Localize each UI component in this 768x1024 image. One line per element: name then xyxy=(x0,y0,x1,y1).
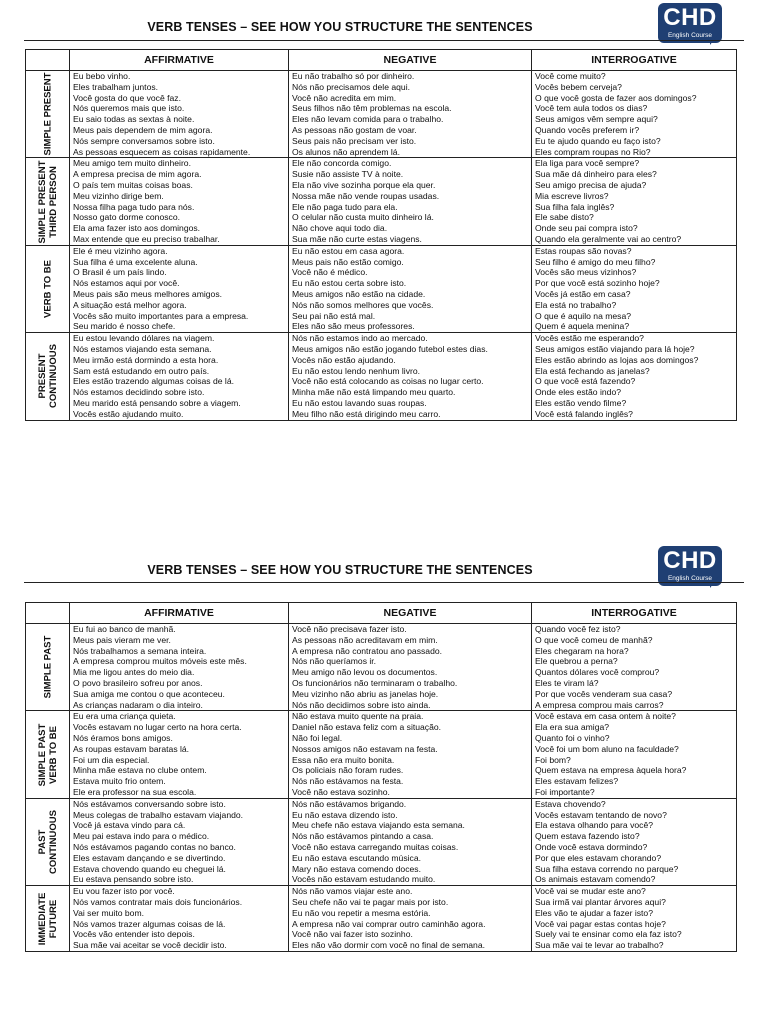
negative-sentence: Você não precisava fazer isto. xyxy=(292,624,407,634)
sheet-title: VERB TENSES – SEE HOW YOU STRUCTURE THE SENTENCES xyxy=(147,563,533,577)
tense-row xyxy=(26,711,737,798)
interrogative-sentence: O que você está fazendo? xyxy=(535,376,636,387)
chd-logo xyxy=(658,546,724,590)
negative-cell xyxy=(289,624,532,711)
negative-sentence: Eu não trabalho só por dinheiro. xyxy=(292,71,415,81)
title-rule xyxy=(24,582,744,583)
negative-cell xyxy=(289,798,532,885)
header-affirmative: AFFIRMATIVE xyxy=(70,603,289,624)
affirmative-sentence: Meu irmão está dormindo a esta hora. xyxy=(73,354,219,365)
tense-label-line: IMMEDIATE xyxy=(36,892,48,945)
negative-sentence: Nós não estávamos brigando. xyxy=(292,798,407,809)
tense-label-cell xyxy=(26,71,70,158)
tense-row xyxy=(26,886,737,952)
affirmative-sentence: Estava chovendo quando eu cheguei lá. xyxy=(73,863,226,874)
tense-label-cell xyxy=(26,245,70,332)
affirmative-cell xyxy=(70,886,289,952)
negative-sentence: Você não acredita em mim. xyxy=(292,92,397,103)
tense-label-cell xyxy=(26,886,70,952)
interrogative-sentence: Quem estava na empresa àquela hora? xyxy=(535,765,687,776)
affirmative-sentence: Ele é meu vizinho agora. xyxy=(73,245,168,256)
negative-sentence: Seu chefe não vai te pagar mais por isto. xyxy=(292,896,449,907)
affirmative-sentence: Sua mãe vai aceitar se você decidir isto. xyxy=(73,940,227,951)
interrogative-sentence: Você foi um bom aluno na faculdade? xyxy=(535,743,679,754)
affirmative-cell xyxy=(70,158,289,245)
interrogative-cell xyxy=(532,886,737,952)
affirmative-sentence: Nossa filha paga tudo para nós. xyxy=(73,201,195,212)
affirmative-sentence: Nós estamos viajando esta semana. xyxy=(73,343,212,354)
tense-label-line: CONTINUOUS xyxy=(47,810,59,874)
interrogative-cell xyxy=(532,624,737,711)
affirmative-sentence: Sua filha é uma excelente aluna. xyxy=(73,256,198,267)
interrogative-sentence: Sua mãe vai te levar ao trabalho? xyxy=(535,940,664,951)
tense-row xyxy=(26,798,737,885)
negative-sentence: Você não estava carregando muitas coisas. xyxy=(292,841,459,852)
affirmative-sentence: Meu amigo tem muito dinheiro. xyxy=(73,158,191,169)
negative-sentence: As pessoas não gostam de voar. xyxy=(292,124,417,135)
negative-sentence: Nós não estamos indo ao mercado. xyxy=(292,333,428,344)
tense-label-line: SIMPLE PAST xyxy=(36,723,48,786)
interrogative-sentence: Seus amigos vêm sempre aqui? xyxy=(535,114,658,125)
affirmative-cell xyxy=(70,333,289,420)
interrogative-sentence: Você está falando inglês? xyxy=(535,408,633,419)
logo-name: CHD xyxy=(663,547,717,574)
interrogative-sentence: Quantos dólares você comprou? xyxy=(535,667,660,678)
interrogative-sentence: Quando ela geralmente vai ao centro? xyxy=(535,233,682,244)
header-interrogative: INTERROGATIVE xyxy=(532,50,737,71)
tense-label-cell xyxy=(26,798,70,885)
negative-sentence: Eles não são meus professores. xyxy=(292,321,415,332)
header-affirmative: AFFIRMATIVE xyxy=(70,50,289,71)
negative-sentence: Daniel não estava feliz com a situação. xyxy=(292,722,442,733)
affirmative-sentence: Max entende que eu preciso trabalhar. xyxy=(73,233,220,244)
tense-label-line: PRESENT xyxy=(36,353,48,399)
interrogative-sentence: Onde você estava dormindo? xyxy=(535,841,648,852)
negative-sentence: Susie não assiste TV à noite. xyxy=(292,169,404,180)
interrogative-sentence: Você estava em casa ontem à noite? xyxy=(535,711,676,722)
interrogative-sentence: Foi importante? xyxy=(535,786,595,797)
affirmative-sentence: O Brasil é um país lindo. xyxy=(73,267,167,278)
interrogative-sentence: Ela liga para você sempre? xyxy=(535,158,640,169)
interrogative-sentence: Estas roupas são novas? xyxy=(535,245,632,256)
affirmative-sentence: Eu estou levando dólares na viagem. xyxy=(73,333,215,344)
affirmative-sentence: A situação está melhor agora. xyxy=(73,299,187,310)
negative-sentence: Meus amigos não estão jogando futebol estes dias. xyxy=(292,343,488,354)
negative-cell xyxy=(289,886,532,952)
negative-sentence: A empresa não contratou ano passado. xyxy=(292,645,443,656)
affirmative-sentence: O país tem muitas coisas boas. xyxy=(73,179,193,190)
negative-sentence: Nossos amigos não estavam na festa. xyxy=(292,743,438,754)
negative-sentence: Ela não vive sozinha porque ela quer. xyxy=(292,179,436,190)
tense-label-line: VERB TO BE xyxy=(47,725,59,784)
tense-row xyxy=(26,333,737,420)
interrogative-cell xyxy=(532,711,737,798)
affirmative-sentence: Nós queremos mais que isto. xyxy=(73,103,185,114)
interrogative-sentence: Vocês são meus vizinhos? xyxy=(535,267,637,278)
negative-sentence: Meu chefe não estava viajando esta semana. xyxy=(292,820,465,831)
affirmative-sentence: Sua amiga me contou o que aconteceu. xyxy=(73,688,225,699)
affirmative-sentence: Nós estamos decidindo sobre isto. xyxy=(73,387,205,398)
negative-sentence: Os alunos não aprendem lá. xyxy=(292,146,400,157)
negative-sentence: Você não é médico. xyxy=(292,267,368,278)
affirmative-cell xyxy=(70,245,289,332)
tense-label xyxy=(37,892,59,945)
interrogative-cell xyxy=(532,245,737,332)
affirmative-sentence: Estava muito frio ontem. xyxy=(73,776,166,787)
negative-sentence: Ele não concorda comigo. xyxy=(292,158,392,169)
affirmative-sentence: Eu era uma criança quieta. xyxy=(73,711,176,722)
tense-label-line: CONTINUOUS xyxy=(47,344,59,409)
negative-sentence: Você não está colocando as coisas no lugar certo. xyxy=(292,376,484,387)
interrogative-sentence: Vocês já estão em casa? xyxy=(535,288,631,299)
interrogative-sentence: Por que você está sozinho hoje? xyxy=(535,278,660,289)
negative-sentence: Nós não estávamos pintando a casa. xyxy=(292,831,434,842)
negative-sentence: Eles não levam comida para o trabalho. xyxy=(292,114,444,125)
affirmative-cell xyxy=(70,71,289,158)
interrogative-cell xyxy=(532,333,737,420)
negative-sentence: Os funcionários não terminaram o trabalho. xyxy=(292,677,458,688)
negative-sentence: Nós não vamos viajar este ano. xyxy=(292,886,413,897)
tense-label-line: PAST xyxy=(36,829,48,855)
affirmative-sentence: Meus pais vieram me ver. xyxy=(73,634,171,645)
affirmative-sentence: Vocês estavam no lugar certo na hora certa. xyxy=(73,722,242,733)
interrogative-sentence: Por que eles estavam chorando? xyxy=(535,852,662,863)
tense-row xyxy=(26,624,737,711)
negative-sentence: Eu não estava escutando música. xyxy=(292,852,421,863)
affirmative-sentence: Vocês vão entender isto depois. xyxy=(73,929,195,940)
affirmative-sentence: As roupas estavam baratas lá. xyxy=(73,743,190,754)
negative-sentence: Mary não estava comendo doces. xyxy=(292,863,421,874)
affirmative-sentence: Eu bebo vinho. xyxy=(73,71,131,81)
negative-sentence: Eu não estou em casa agora. xyxy=(292,245,405,256)
affirmative-sentence: A empresa comprou muitos móveis este mês. xyxy=(73,656,247,667)
header-interrogative: INTERROGATIVE xyxy=(532,603,737,624)
negative-sentence: Os policiais não foram rudes. xyxy=(292,765,404,776)
interrogative-sentence: Você vai pagar estas contas hoje? xyxy=(535,918,666,929)
affirmative-sentence: Foi um dia especial. xyxy=(73,754,150,765)
tense-label xyxy=(42,636,53,699)
interrogative-sentence: Quem estava fazendo isto? xyxy=(535,831,640,842)
negative-sentence: Ele não paga tudo para ela. xyxy=(292,201,398,212)
interrogative-sentence: Foi bom? xyxy=(535,754,571,765)
affirmative-sentence: Minha mãe estava no clube ontem. xyxy=(73,765,207,776)
interrogative-sentence: Vocês estão me esperando? xyxy=(535,333,644,344)
negative-sentence: Sua mãe não curte estas viagens. xyxy=(292,233,422,244)
affirmative-sentence: Você gosta do que você faz. xyxy=(73,92,181,103)
affirmative-sentence: Eu fui ao banco de manhã. xyxy=(73,624,176,634)
negative-sentence: A empresa não vai comprar outro caminhão agora. xyxy=(292,918,486,929)
negative-cell xyxy=(289,333,532,420)
affirmative-sentence: Meu pai estava indo para o médico. xyxy=(73,831,210,842)
interrogative-sentence: Por que vocês venderam sua casa? xyxy=(535,688,673,699)
header-blank xyxy=(26,603,70,624)
interrogative-sentence: Você vai se mudar este ano? xyxy=(535,886,646,897)
interrogative-sentence: Você come muito? xyxy=(535,71,606,81)
negative-sentence: Meu filho não está dirigindo meu carro. xyxy=(292,408,441,419)
interrogative-sentence: Ela estava olhando para você? xyxy=(535,820,654,831)
interrogative-sentence: Suely vai te ensinar como ela faz isto? xyxy=(535,929,682,940)
interrogative-sentence: Quem é aquela menina? xyxy=(535,321,630,332)
verb-tense-table-2 xyxy=(25,602,737,952)
affirmative-cell xyxy=(70,798,289,885)
logo-name: CHD xyxy=(663,4,717,31)
tense-label xyxy=(37,344,59,408)
interrogative-sentence: Ele sabe disto? xyxy=(535,212,594,223)
negative-sentence: Eu não estou lavando suas roupas. xyxy=(292,397,427,408)
negative-sentence: Nós não somos melhores que vocês. xyxy=(292,299,434,310)
negative-sentence: Você não vai fazer isto sozinho. xyxy=(292,929,413,940)
negative-sentence: Nós não estávamos na festa. xyxy=(292,776,404,787)
header-negative: NEGATIVE xyxy=(289,603,532,624)
affirmative-sentence: Meus colegas de trabalho estavam viajando. xyxy=(73,809,244,820)
negative-sentence: Nós não decidimos sobre isto ainda. xyxy=(292,699,431,710)
affirmative-sentence: Meus pais são meus melhores amigos. xyxy=(73,288,223,299)
affirmative-sentence: Nós estávamos pagando contas no banco. xyxy=(73,841,236,852)
negative-sentence: Vocês não estavam estudando muito. xyxy=(292,874,436,885)
affirmative-sentence: Vocês são muito importantes para a empresa. xyxy=(73,310,249,321)
interrogative-sentence: Ela está fechando as janelas? xyxy=(535,365,650,376)
negative-sentence: Não chove aqui todo dia. xyxy=(292,223,388,234)
negative-sentence: Seu pai não está mal. xyxy=(292,310,376,321)
negative-sentence: Meus pais não estão comigo. xyxy=(292,256,404,267)
interrogative-sentence: Você tem aula todos os dias? xyxy=(535,103,648,114)
header-negative: NEGATIVE xyxy=(289,50,532,71)
affirmative-sentence: Mia me ligou antes do meio dia. xyxy=(73,667,195,678)
affirmative-sentence: Nós estamos aqui por você. xyxy=(73,278,180,289)
tense-label-line: SIMPLE PRESENT xyxy=(42,72,53,156)
interrogative-sentence: Vocês bebem cerveja? xyxy=(535,81,622,92)
affirmative-cell xyxy=(70,624,289,711)
tense-label-cell xyxy=(26,711,70,798)
negative-sentence: Meu amigo não levou os documentos. xyxy=(292,667,438,678)
negative-sentence: Nossa mãe não vende roupas usadas. xyxy=(292,190,440,201)
interrogative-sentence: Ele quebrou a perna? xyxy=(535,656,618,667)
negative-sentence: Não foi legal. xyxy=(292,732,343,743)
logo-subtitle: English Course xyxy=(667,575,713,582)
negative-sentence: Eles não vão dormir com você no final de semana. xyxy=(292,940,485,951)
interrogative-sentence: Eles estão abrindo as lojas aos domingos? xyxy=(535,354,699,365)
tense-label-line: SIMPLE PRESENT xyxy=(36,160,48,243)
interrogative-sentence: Mia escreve livros? xyxy=(535,190,609,201)
affirmative-sentence: Seu marido é nosso chefe. xyxy=(73,321,176,332)
tense-label xyxy=(42,260,53,318)
affirmative-sentence: Nós vamos trazer algumas coisas de lá. xyxy=(73,918,226,929)
affirmative-cell xyxy=(70,711,289,798)
negative-sentence: Nós não queríamos ir. xyxy=(292,656,377,667)
negative-cell xyxy=(289,158,532,245)
interrogative-sentence: Sua irmã vai plantar árvores aqui? xyxy=(535,896,666,907)
interrogative-sentence: O que você comeu de manhã? xyxy=(535,634,653,645)
tense-label xyxy=(37,810,59,874)
interrogative-cell xyxy=(532,71,737,158)
interrogative-sentence: Onde seu pai compra isto? xyxy=(535,223,638,234)
affirmative-sentence: Nós éramos bons amigos. xyxy=(73,732,173,743)
tense-label-line: THIRD PERSON xyxy=(47,165,59,238)
tense-label xyxy=(42,73,53,156)
interrogative-sentence: Eles vão te ajudar a fazer isto? xyxy=(535,907,653,918)
affirmative-sentence: Nosso gato dorme conosco. xyxy=(73,212,181,223)
interrogative-sentence: Quando você fez isto? xyxy=(535,624,621,634)
affirmative-sentence: Eles estavam dançando e se divertindo. xyxy=(73,852,226,863)
logo-subtitle: English Course xyxy=(667,32,713,39)
interrogative-sentence: Eles te viram lá? xyxy=(535,677,599,688)
tense-label-line: FUTURE xyxy=(47,899,59,938)
title-rule xyxy=(24,40,744,41)
verb-tense-table-1 xyxy=(25,49,737,421)
affirmative-sentence: Vocês estão ajudando muito. xyxy=(73,408,184,419)
affirmative-sentence: Nós trabalhamos a semana inteira. xyxy=(73,645,207,656)
affirmative-sentence: As crianças nadaram o dia inteiro. xyxy=(73,699,203,710)
interrogative-sentence: Sua mãe dá dinheiro para eles? xyxy=(535,169,657,180)
negative-cell xyxy=(289,245,532,332)
affirmative-sentence: Nós sempre conversamos sobre isto. xyxy=(73,135,215,146)
header-blank xyxy=(26,50,70,71)
negative-sentence: Essa não era muito bonita. xyxy=(292,754,395,765)
negative-sentence: Eu não estou lendo nenhum livro. xyxy=(292,365,421,376)
negative-sentence: Minha mãe não está limpando meu quarto. xyxy=(292,387,456,398)
negative-sentence: Eu não estava dizendo isto. xyxy=(292,809,398,820)
tense-label-cell xyxy=(26,624,70,711)
affirmative-sentence: Você já estava vindo para cá. xyxy=(73,820,186,831)
tense-label-line: VERB TO BE xyxy=(42,259,53,318)
affirmative-sentence: Vai ser muito bom. xyxy=(73,907,145,918)
header-row xyxy=(26,603,737,624)
affirmative-sentence: Meus pais dependem de mim agora. xyxy=(73,124,213,135)
interrogative-sentence: Eles estão vendo filme? xyxy=(535,397,627,408)
interrogative-sentence: Eles estavam felizes? xyxy=(535,776,619,787)
affirmative-sentence: Ela ama fazer isto aos domingos. xyxy=(73,223,201,234)
interrogative-sentence: Sua filha estava correndo no parque? xyxy=(535,863,679,874)
interrogative-sentence: Seus amigos estão viajando para lá hoje? xyxy=(535,343,695,354)
affirmative-sentence: Nós vamos contratar mais dois funcionários. xyxy=(73,896,243,907)
interrogative-sentence: O que é aquilo na mesa? xyxy=(535,310,632,321)
interrogative-sentence: Estava chovendo? xyxy=(535,798,606,809)
negative-sentence: Eu não vou repetir a mesma estória. xyxy=(292,907,431,918)
affirmative-sentence: As pessoas esquecem as coisas rapidamente. xyxy=(73,146,251,157)
interrogative-sentence: Os animais estavam comendo? xyxy=(535,874,656,885)
interrogative-sentence: O que você gosta de fazer aos domingos? xyxy=(535,92,697,103)
negative-sentence: Não estava muito quente na praia. xyxy=(292,711,424,722)
tense-row xyxy=(26,158,737,245)
interrogative-sentence: Vocês estavam tentando de novo? xyxy=(535,809,667,820)
interrogative-sentence: Eles chegaram na hora? xyxy=(535,645,629,656)
interrogative-cell xyxy=(532,798,737,885)
interrogative-sentence: Seu filho é amigo do meu filho? xyxy=(535,256,656,267)
negative-cell xyxy=(289,711,532,798)
tense-label-cell xyxy=(26,158,70,245)
negative-sentence: Eu não estou certa sobre isto. xyxy=(292,278,407,289)
affirmative-sentence: A empresa precisa de mim agora. xyxy=(73,169,202,180)
negative-cell xyxy=(289,71,532,158)
interrogative-sentence: Seu amigo precisa de ajuda? xyxy=(535,179,647,190)
affirmative-sentence: Eu saio todas as sextas à noite. xyxy=(73,114,195,125)
affirmative-sentence: Ele era professor na sua escola. xyxy=(73,786,197,797)
negative-sentence: Meus amigos não estão na cidade. xyxy=(292,288,426,299)
affirmative-sentence: Eu vou fazer isto por você. xyxy=(73,886,175,897)
negative-sentence: As pessoas não acreditavam em mim. xyxy=(292,634,438,645)
negative-sentence: Nós não precisamos dele aqui. xyxy=(292,81,410,92)
affirmative-sentence: Eles estão trazendo algumas coisas de lá. xyxy=(73,376,234,387)
interrogative-sentence: Eu te ajudo quando eu faço isto? xyxy=(535,135,661,146)
tense-row xyxy=(26,245,737,332)
interrogative-sentence: Ela era sua amiga? xyxy=(535,722,610,733)
affirmative-sentence: Nós estávamos conversando sobre isto. xyxy=(73,798,226,809)
negative-sentence: Seus filhos não têm problemas na escola. xyxy=(292,103,452,114)
negative-sentence: O celular não custa muito dinheiro lá. xyxy=(292,212,434,223)
interrogative-sentence: Onde eles estão indo? xyxy=(535,387,622,398)
negative-sentence: Você não estava sozinho. xyxy=(292,786,390,797)
interrogative-sentence: Quanto foi o vinho? xyxy=(535,732,610,743)
interrogative-sentence: Eles compram roupas no Rio? xyxy=(535,146,651,157)
negative-sentence: Seus pais não precisam ver isto. xyxy=(292,135,417,146)
negative-sentence: Vocês não estão ajudando. xyxy=(292,354,396,365)
interrogative-cell xyxy=(532,158,737,245)
affirmative-sentence: Eu estava pensando sobre isto. xyxy=(73,874,194,885)
tense-label xyxy=(37,160,59,243)
header-row xyxy=(26,50,737,71)
affirmative-sentence: Meu marido está pensando sobre a viagem. xyxy=(73,397,241,408)
affirmative-sentence: Meu vizinho dirige bem. xyxy=(73,190,164,201)
negative-sentence: Meu vizinho não abriu as janelas hoje. xyxy=(292,688,439,699)
interrogative-sentence: Quando vocês preferem ir? xyxy=(535,124,640,135)
affirmative-sentence: Eles trabalham juntos. xyxy=(73,81,159,92)
tense-label-cell xyxy=(26,333,70,420)
sheet-title: VERB TENSES – SEE HOW YOU STRUCTURE THE SENTENCES xyxy=(147,20,533,34)
tense-label xyxy=(37,723,59,786)
tense-label-line: SIMPLE PAST xyxy=(42,635,53,699)
affirmative-sentence: O povo brasileiro sofreu por anos. xyxy=(73,677,203,688)
interrogative-sentence: A empresa comprou mais carros? xyxy=(535,699,664,710)
tense-row xyxy=(26,71,737,158)
affirmative-sentence: Sam está estudando em outro país. xyxy=(73,365,210,376)
interrogative-sentence: Ela está no trabalho? xyxy=(535,299,617,310)
interrogative-sentence: Sua filha fala inglês? xyxy=(535,201,615,212)
